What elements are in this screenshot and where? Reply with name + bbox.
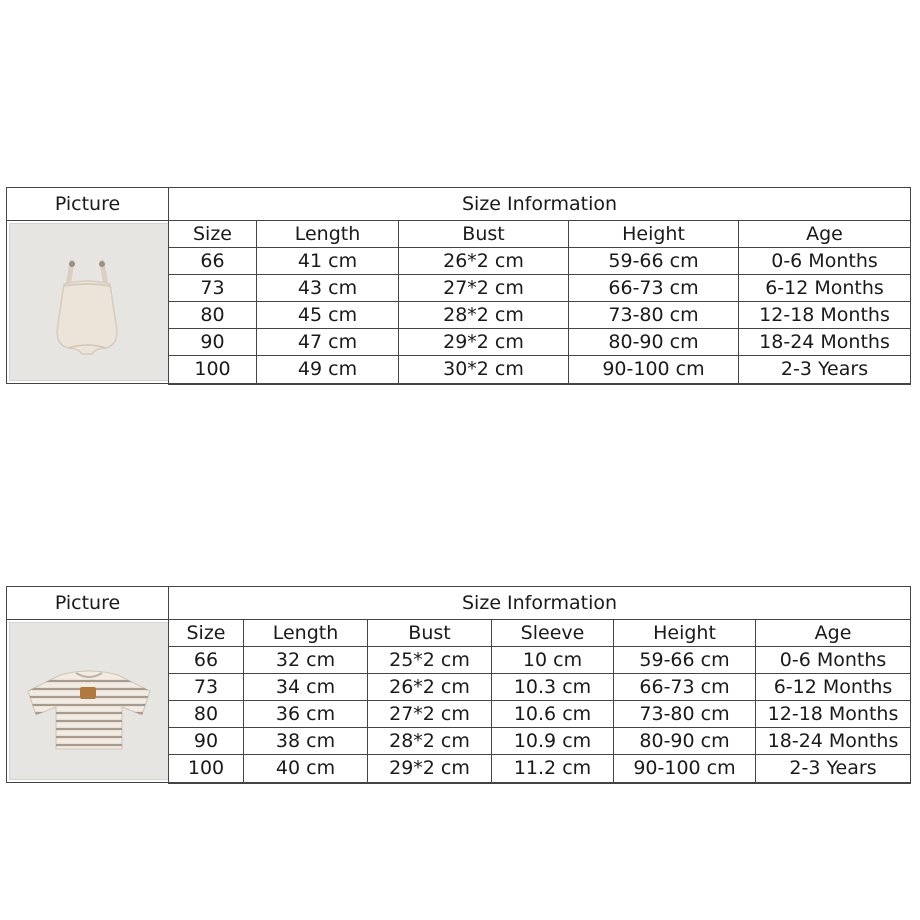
cell-size: 90 [169,728,244,755]
column-header: Age [756,620,911,647]
cell-age: 0-6 Months [739,248,911,275]
cell-bust: 30*2 cm [399,356,569,384]
column-header: Height [614,620,756,647]
cell-age: 2-3 Years [756,755,911,783]
column-header: Height [569,221,739,248]
cell-size: 80 [169,701,244,728]
cell-length: 34 cm [244,674,368,701]
column-header: Bust [399,221,569,248]
cell-size: 80 [169,302,257,329]
column-header: Length [244,620,368,647]
cell-bust: 29*2 cm [399,329,569,356]
cell-age: 0-6 Months [756,647,911,674]
cell-length: 45 cm [257,302,399,329]
cell-sleeve: 10.9 cm [492,728,614,755]
cell-length: 36 cm [244,701,368,728]
cell-bust: 25*2 cm [368,647,492,674]
cell-length: 38 cm [244,728,368,755]
cell-height: 59-66 cm [614,647,756,674]
cell-sleeve: 10 cm [492,647,614,674]
column-header: Size [169,620,244,647]
product-photo-cell [7,620,169,783]
cell-length: 40 cm [244,755,368,783]
cell-age: 6-12 Months [756,674,911,701]
column-header: Bust [368,620,492,647]
cell-size: 100 [169,356,257,384]
cell-size: 66 [169,647,244,674]
cell-age: 12-18 Months [739,302,911,329]
product-photo-cell [7,221,169,384]
cell-age: 18-24 Months [739,329,911,356]
cell-sleeve: 10.3 cm [492,674,614,701]
cell-bust: 28*2 cm [368,728,492,755]
picture-header: Picture [7,188,169,221]
size-chart-romper [6,187,911,385]
column-header: Sleeve [492,620,614,647]
cell-length: 49 cm [257,356,399,384]
cell-height: 66-73 cm [614,674,756,701]
size-information-header: Size Information [169,188,911,221]
cell-length: 32 cm [244,647,368,674]
cell-length: 41 cm [257,248,399,275]
cell-height: 90-100 cm [614,755,756,783]
cell-size: 73 [169,674,244,701]
cell-length: 47 cm [257,329,399,356]
cell-length: 43 cm [257,275,399,302]
cell-age: 6-12 Months [739,275,911,302]
cell-bust: 29*2 cm [368,755,492,783]
column-header: Size [169,221,257,248]
cell-size: 100 [169,755,244,783]
cell-height: 66-73 cm [569,275,739,302]
cell-age: 18-24 Months [756,728,911,755]
cell-sleeve: 11.2 cm [492,755,614,783]
size-information-header: Size Information [169,587,911,620]
cell-bust: 28*2 cm [399,302,569,329]
cell-bust: 27*2 cm [399,275,569,302]
cell-height: 80-90 cm [569,329,739,356]
size-chart-tshirt [6,586,911,784]
column-header: Length [257,221,399,248]
cell-age: 12-18 Months [756,701,911,728]
striped-tshirt-icon [9,622,169,780]
cell-height: 90-100 cm [569,356,739,384]
cell-bust: 26*2 cm [368,674,492,701]
cell-size: 90 [169,329,257,356]
cell-bust: 27*2 cm [368,701,492,728]
picture-header: Picture [7,587,169,620]
cell-height: 73-80 cm [569,302,739,329]
cell-size: 66 [169,248,257,275]
cell-height: 59-66 cm [569,248,739,275]
romper-garment-icon [9,223,169,381]
cell-bust: 26*2 cm [399,248,569,275]
cell-height: 73-80 cm [614,701,756,728]
cell-size: 73 [169,275,257,302]
column-header: Age [739,221,911,248]
cell-sleeve: 10.6 cm [492,701,614,728]
cell-height: 80-90 cm [614,728,756,755]
cell-age: 2-3 Years [739,356,911,384]
